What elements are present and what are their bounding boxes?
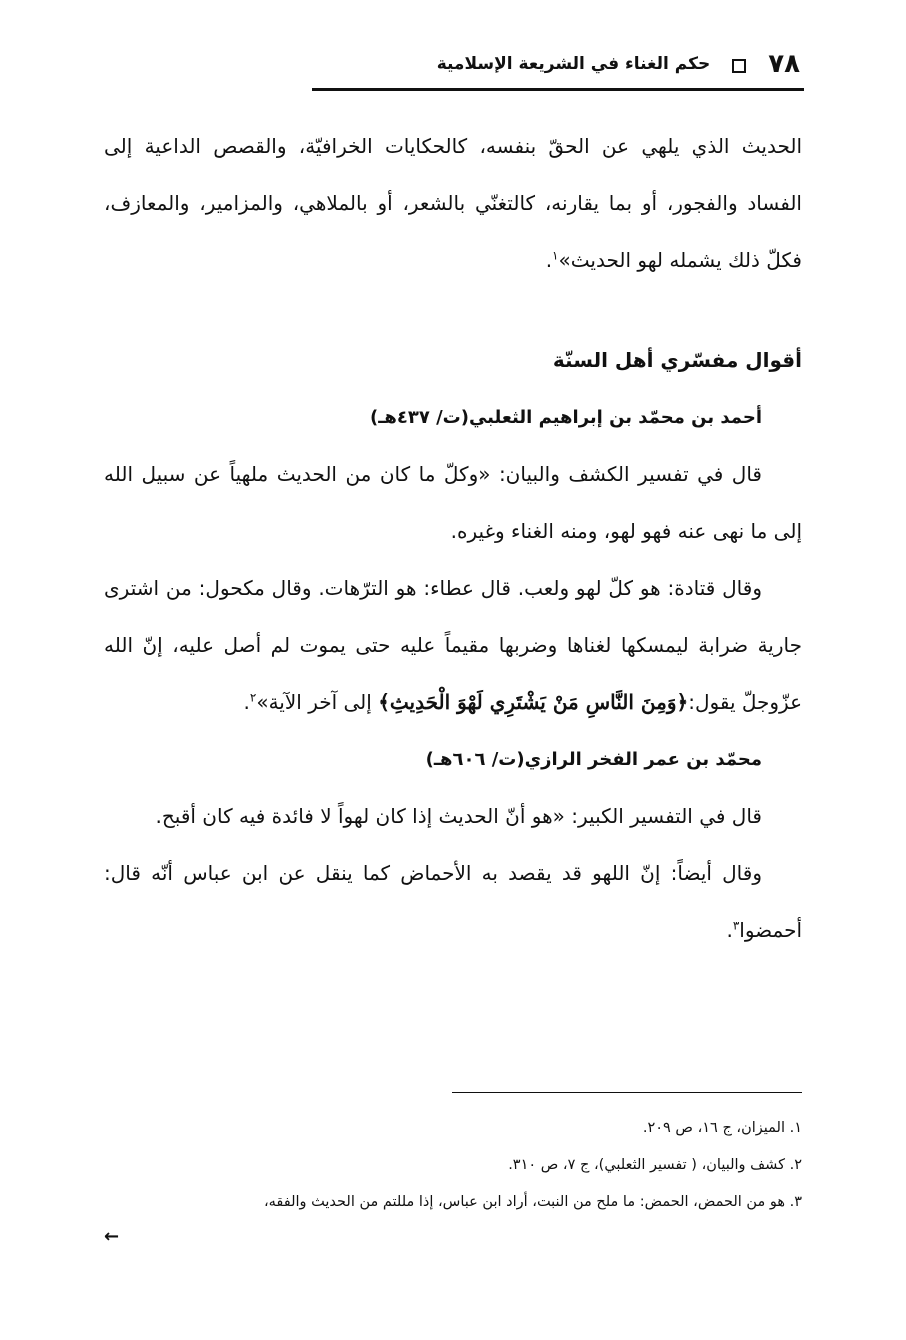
razi-paragraph-2-text: وقال أيضاً: إنّ اللهو قد يقصد به الأحماض كما ينقل عن ابن عباس أنّه قال: أحمضوا [104, 861, 802, 942]
page-number: ٧٨ [768, 49, 800, 79]
continue-arrow-icon: ← [104, 1226, 120, 1247]
page-header [312, 40, 804, 91]
footnote-3: ٣. هو من الحمض، الحمض: ما ملح من النبت، أراد ابن عباس، إذا مللتم من الحديث والفقه، [263, 1194, 802, 1210]
razi-paragraph-2: وقال أيضاً: إنّ اللهو قد يقصد به الأحماض كما ينقل عن ابن عباس أنّه قال: أحمضوا$^٣$. [104, 861, 802, 942]
footnote-1: ١. الميزان، ج ١٦، ص ٢٠٩. [642, 1120, 802, 1136]
thalabi-paragraph-2: وقال قتادة: هو كلّ لهو ولعب. قال عطاء: هو الترّهات. وقال مكحول: من اشترى جارية ضرابة ليمسكها لغناها وضربها مقيماً عليه حتى يموت لم أصل عليه، إنّ الله عزّوجلّ يقول:﴿وَمِنَ النَّاسِ مَنْ يَشْتَرِي لَهْوَ الْحَدِيثِ﴾ إلى آخر الآية»$^٢$. [104, 576, 802, 714]
thalabi-paragraph-1: قال في تفسير الكشف والبيان: «وكلّ ما كان من الحديث ملهياً عن سبيل الله إلى ما نهى عنه فهو لهو، ومنه الغناء وغيره. [104, 462, 802, 543]
thalabi-paragraph-2-text: وقال قتادة: هو كلّ لهو ولعب. قال عطاء: هو الترّهات. وقال مكحول: من اشترى جارية ضرابة ليمسكها لغناها وضربها مقيماً عليه حتى يموت لم أصل عليه، إنّ الله عزّوجلّ يقول: [104, 576, 802, 714]
footnote-marker-3: ٣ [732, 918, 740, 933]
footnote-marker-1: ١ [552, 248, 559, 263]
footnote-divider [452, 1092, 802, 1093]
entry-heading-razi: محمّد بن عمر الفخر الرازي(ت/ ٦٠٦هـ) [425, 749, 762, 770]
footnote-marker-2: ٢ [249, 690, 257, 705]
running-title: حكم الغناء في الشريعة الإسلامية [436, 54, 711, 74]
main-text [104, 118, 802, 959]
entry-heading-thalabi: أحمد بن محمّد بن إبراهيم الثعلبي(ت/ ٤٣٧هـ) [369, 407, 762, 428]
footnote-2: ٢. كشف والبيان، ( تفسير الثعلبي)، ج ٧، ص ٣١٠. [508, 1157, 802, 1173]
opening-paragraph: الحديث الذي يلهي عن الحقّ بنفسه، كالحكايات الخرافيّة، والقصص الداعية إلى الفساد والفجور، أو بما يقارنه، كالتغنّي بالشعر، أو بالملاهي، والمزامير، والمعازف، فكلّ ذلك يشمله لهو الحديث»$^١$. [104, 134, 802, 272]
quran-verse: ﴿وَمِنَ النَّاسِ مَنْ يَشْتَرِي لَهْوَ الْحَدِيثِ﴾ [378, 690, 689, 714]
opening-text: الحديث الذي يلهي عن الحقّ بنفسه، كالحكايات الخرافيّة، والقصص الداعية إلى الفساد والفجور، أو بما يقارنه، كالتغنّي بالشعر، أو بالملاهي، والمزامير، والمعازف، فكلّ ذلك يشمله لهو الحديث» [104, 134, 802, 272]
thalabi-paragraph-2-end: إلى آخر الآية» [256, 690, 379, 714]
square-ornament-icon [732, 59, 746, 73]
section-heading: أقوال مفسّري أهل السنّة [552, 348, 802, 372]
razi-paragraph-1: قال في التفسير الكبير: «هو أنّ الحديث إذا كان لهواً لا فائدة فيه كان أقبح. [155, 804, 762, 828]
footnotes [104, 1110, 802, 1221]
